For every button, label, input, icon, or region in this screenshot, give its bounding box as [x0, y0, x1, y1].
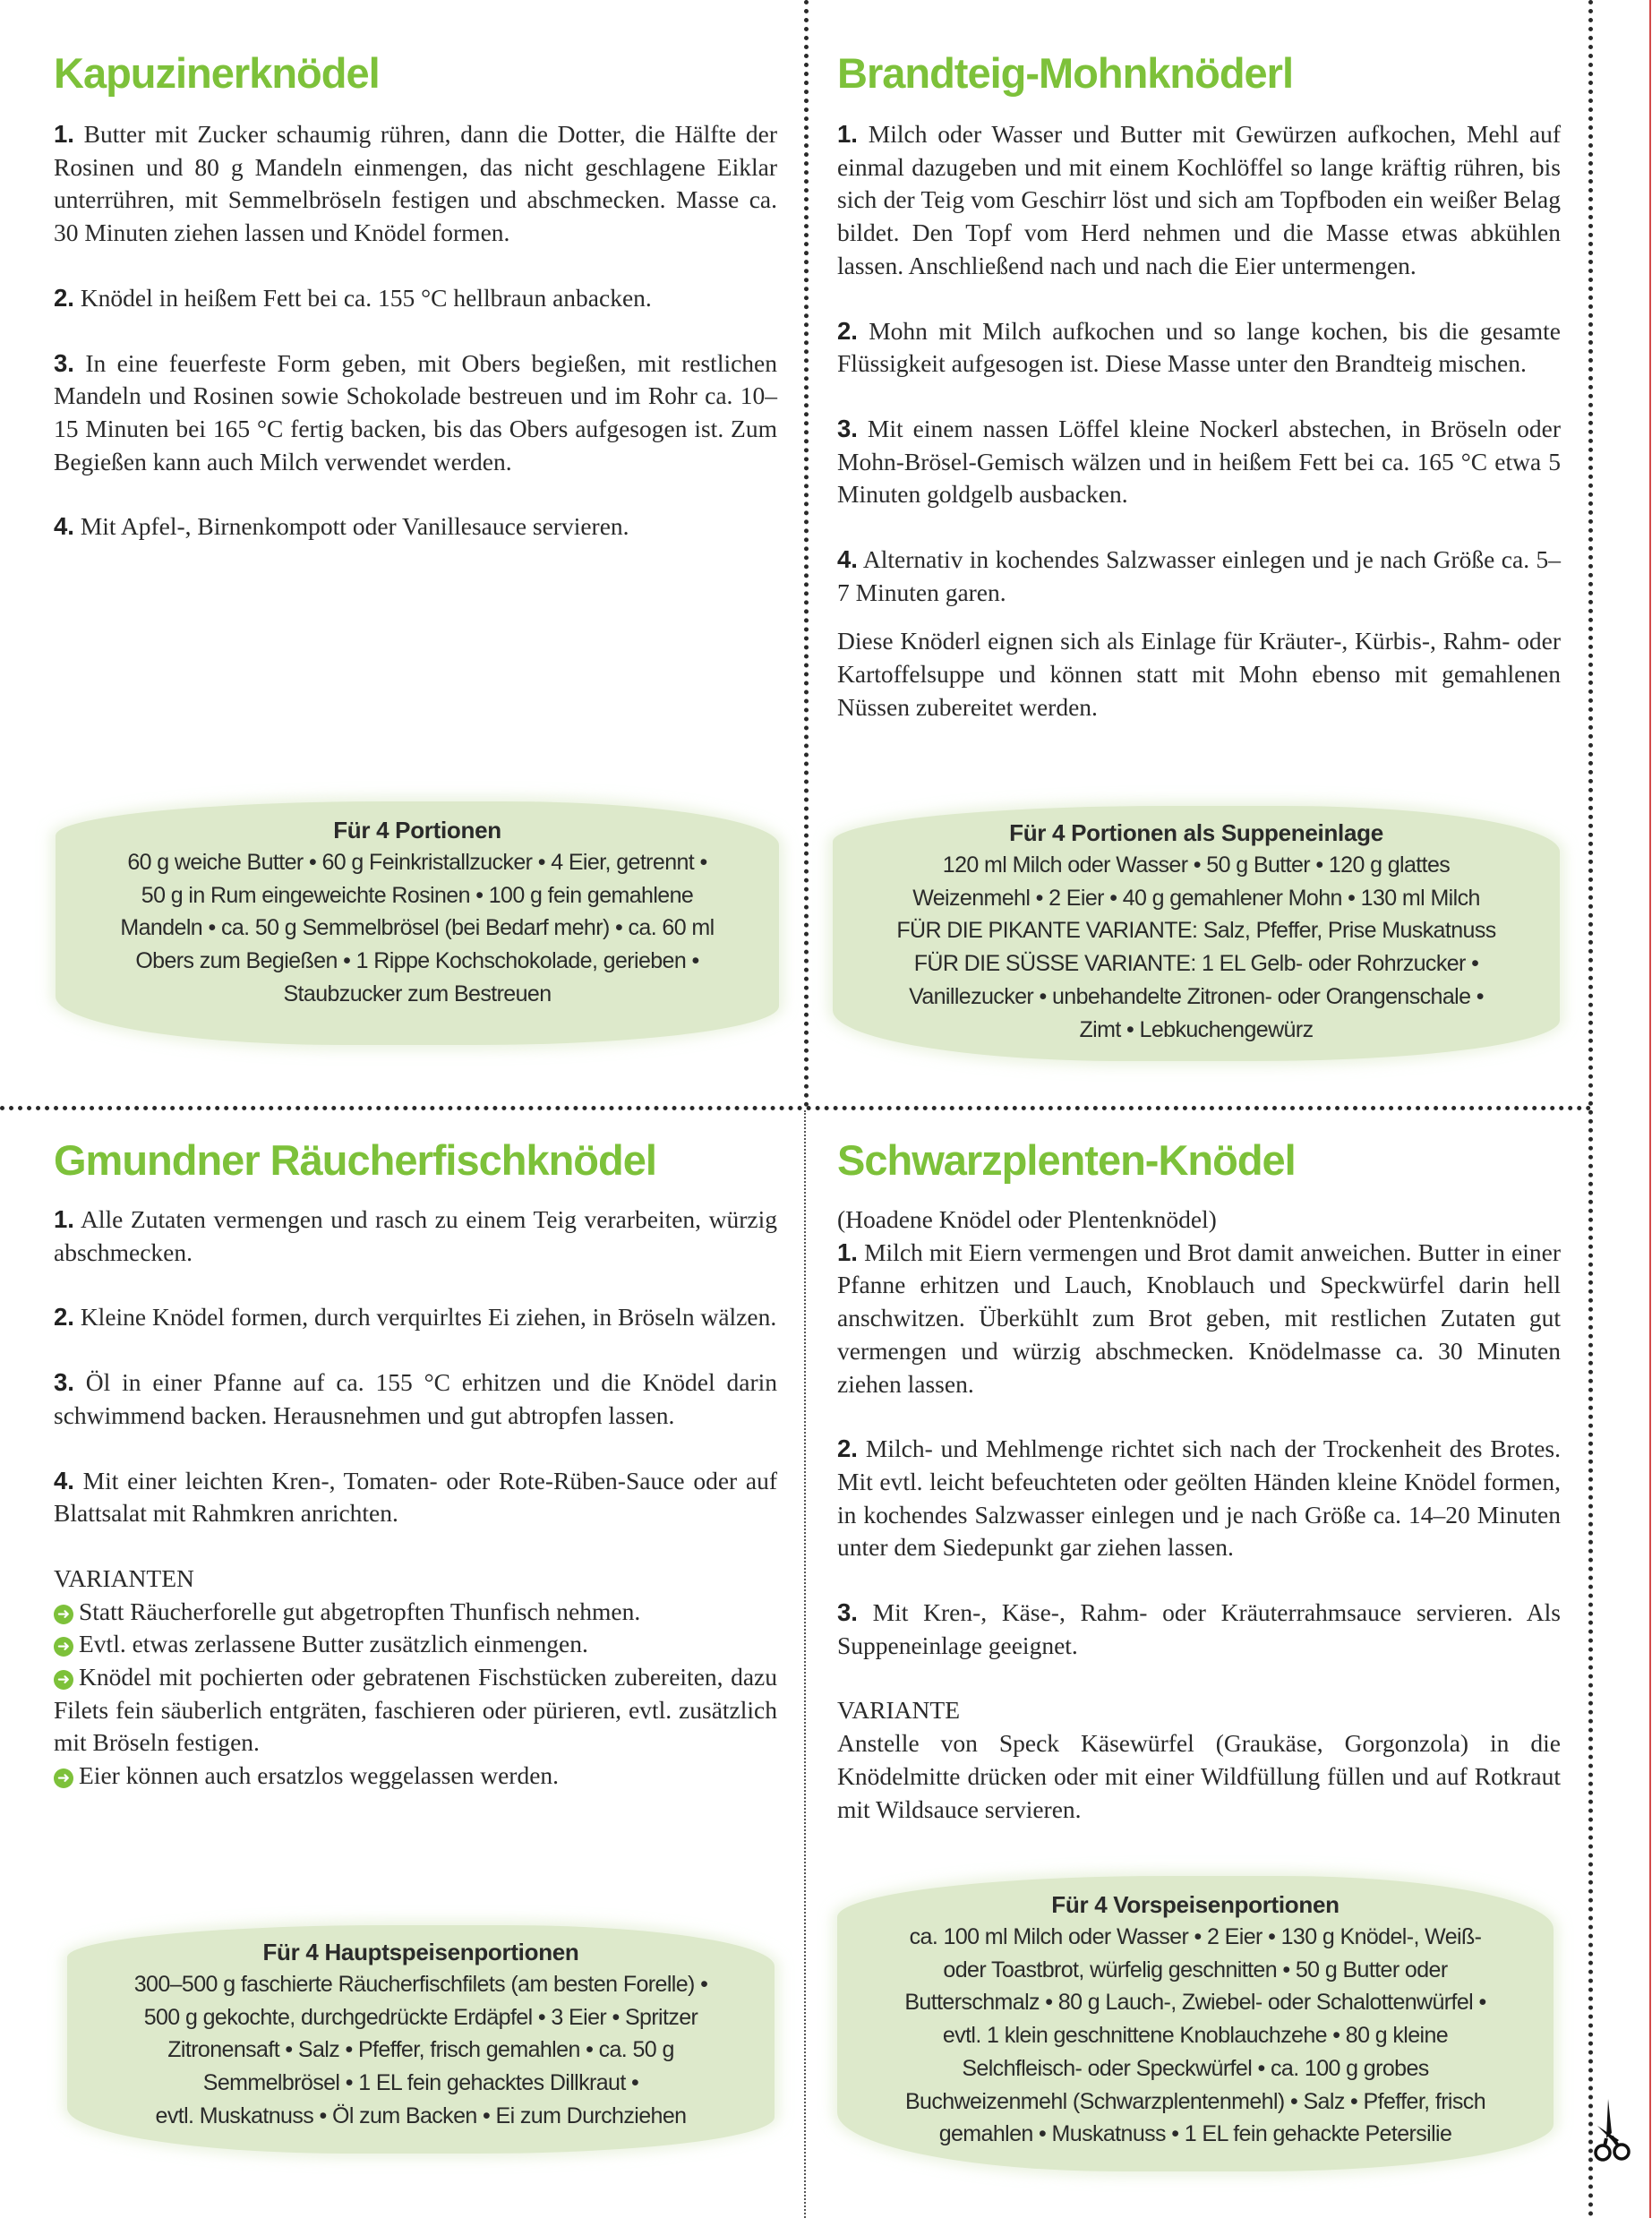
step [54, 1301, 777, 1334]
variant-text: Anstelle von Speck Käsewürfel (Graukäse, Gorgonzola) in die Knödelmitte drücken oder mit einer Wildfüllung füllen und auf Rotkraut mit Wildsauce servieren. [837, 1729, 1561, 1823]
step-text: Milch oder Wasser und Butter mit Gewürzen aufkochen, Mehl auf einmal dazugeben und mit einem Kochlöffel so lange kräftig rühren, bis sich der Teig vom Geschirr löst und sich am Topfboden ein weißer Belag bildet. Den Topf vom Herd nehmen und die Masse etwas abkühlen lassen. Anschließend nach und nach die Eier untermengen. [837, 120, 1562, 279]
step-text: Mohn mit Milch aufkochen und so lange kochen, bis die gesamte Flüssigkeit aufgesogen ist. Diese Masse unter den Brandteig mischen. [837, 316, 1562, 378]
ingredients-line: Vanillezucker • unbehandelte Zitronen- oder Orangenschale • [909, 983, 1484, 1009]
step-text: Butter mit Zucker schaumig rühren, dann die Dotter, die Hälfte der Rosinen und 80 g Mandeln einmengen, das nicht geschlagene Eiklar unterrühren, mit Semmelbröseln festigen und abschmecken. Masse ca. 30 Minuten ziehen lassen und Knödel formen. [54, 120, 778, 247]
step-number: 1. [54, 120, 74, 148]
arrow-right-circle-icon: ➜ [54, 1768, 73, 1788]
cut-line-vertical-center-bottom [804, 1110, 806, 2218]
arrow-right-circle-icon: ➜ [54, 1670, 73, 1690]
ingredients-box [833, 806, 1560, 1061]
recipe-note: Diese Knöderl eignen sich als Einlage für Kräuter-, Kürbis-, Rahm- oder Kartoffelsuppe und können statt mit Mohn ebenso mit gemahlenen Nüssen zubereitet werden. [837, 627, 1561, 721]
step-number: 2. [837, 316, 858, 345]
step [837, 544, 1561, 609]
step [54, 1366, 777, 1432]
recipe-steps [837, 1203, 1561, 1826]
step-text: Alle Zutaten vermengen und rasch zu einem Teig verarbeiten, würzig abschmecken. [54, 1205, 777, 1266]
recipe-steps [54, 1203, 777, 1793]
ingredients-line: Zimt • Lebkuchengewürz [1079, 1016, 1314, 1042]
recipe-title: Schwarzplenten-Knödel [837, 1136, 1296, 1184]
ingredients-line: Weizenmehl • 2 Eier • 40 g gemahlener Mohn • 130 ml Milch [912, 885, 1480, 911]
step-text: Kleine Knödel formen, durch verquirltes Ei ziehen, in Bröseln wälzen. [80, 1303, 777, 1332]
step-text: Mit Apfel-, Birnenkompott oder Vanillesauce servieren. [80, 512, 629, 541]
step-text: Öl in einer Pfanne auf ca. 155 °C erhitzen und die Knödel darin schwimmend backen. Herausnehmen und gut abtropfen lassen. [54, 1368, 778, 1429]
ingredients-line: FÜR DIE PIKANTE VARIANTE: Salz, Pfeffer, Prise Muskatnuss [896, 918, 1496, 944]
step-number: 1. [837, 1237, 858, 1266]
step [837, 118, 1561, 283]
scissors-icon [1592, 2095, 1631, 2167]
ingredients-line: FÜR DIE SÜSSE VARIANTE: 1 EL Gelb- oder Rohrzucker • [913, 951, 1479, 977]
cut-line-vertical-center [804, 0, 809, 1108]
step-text: Milch- und Mehlmenge richtet sich nach der Trockenheit des Brotes. Mit evtl. leicht befeuchteten oder geölten Händen kleine Knödel formen, in kochendes Salzwasser einlegen und je nach Größe ca. 14–20 Minuten unter dem Siedepunkt gar ziehen lassen. [837, 1434, 1562, 1562]
step [837, 315, 1561, 381]
step-text: Knödel in heißem Fett bei ca. 155 °C hellbraun anbacken. [80, 283, 652, 312]
ingredients-line: 60 g weiche Butter • 60 g Feinkristallzucker • 4 Eier, getrennt • [127, 850, 707, 875]
step-number: 1. [837, 120, 858, 148]
arrow-right-circle-icon: ➜ [54, 1605, 73, 1624]
step [54, 347, 777, 479]
variant-text: Knödel mit pochierten oder gebratenen Fischstücken zubereiten, dazu Filets fein säuberlich entgräten, faschieren oder pürieren, evtl. zusätzlich mit Bröseln festigen. [54, 1663, 777, 1757]
step-number: 2. [837, 1434, 858, 1463]
ingredients-line: Butterschmalz • 80 g Lauch-, Zwiebel- oder Schalottenwürfel • [904, 1990, 1486, 2016]
variant-text: Eier können auch ersatzlos weggelassen werden. [79, 1761, 560, 1790]
ingredients-heading: Für 4 Vorspeisenportionen [1051, 1891, 1340, 1918]
ingredients-line: evtl. Muskatnuss • Öl zum Backen • Ei zum Durchziehen [155, 2102, 687, 2128]
ingredients-line: oder Toastbrot, würfelig geschnitten • 50 g Butter oder [943, 1957, 1448, 1982]
step-text: In eine feuerfeste Form geben, mit Obers begießen, mit restlichen Mandeln und Rosinen sowie Schokolade bestreuen und im Rohr ca. 10–15 Minuten bei 165 °C fertig backen, bis das Obers aufgesogen ist. Zum Begießen kann auch Milch verwendet werden. [54, 348, 778, 475]
step-number: 1. [54, 1205, 74, 1233]
ingredients-line: Obers zum Begießen • 1 Rippe Kochschokolade, gerieben • [135, 948, 699, 974]
step-number: 3. [54, 1368, 74, 1397]
step [837, 1597, 1561, 1662]
ingredients-box [67, 1925, 775, 2154]
ingredients-line: Staubzucker zum Bestreuen [283, 981, 552, 1006]
recipe-title: Gmundner Räucherfischknödel [54, 1136, 656, 1184]
ingredients-line: Buchweizenmehl (Schwarzplentenmehl) • Salz • Pfeffer, frisch [904, 2088, 1485, 2114]
step-number: 3. [54, 348, 74, 377]
variant-item [54, 1596, 777, 1629]
variant-item [54, 1661, 777, 1760]
ingredients-line: 50 g in Rum eingeweichte Rosinen • 100 g fein gemahlene [141, 882, 694, 908]
step-text: Mit Kren-, Käse-, Rahm- oder Kräuterrahmsauce servieren. Als Suppeneinlage geeignet. [837, 1598, 1561, 1659]
step [54, 1203, 777, 1269]
ingredients-line: 120 ml Milch oder Wasser • 50 g Butter • 120 g glattes [942, 852, 1451, 878]
step-number: 2. [54, 1303, 74, 1332]
ingredients-line: Zitronensaft • Salz • Pfeffer, frisch gemahlen • ca. 50 g [167, 2037, 674, 2063]
step-number: 3. [837, 1598, 858, 1627]
ingredients-line: 500 g gekochte, durchgedrückte Erdäpfel • 3 Eier • Spritzer [143, 2004, 698, 2030]
ingredients-line: ca. 100 ml Milch oder Wasser • 2 Eier • 130 g Knödel-, Weiß- [909, 1924, 1482, 1949]
step [54, 118, 777, 250]
recipe-steps [837, 118, 1561, 724]
step-text: Mit einem nassen Löffel kleine Nockerl abstechen, in Bröseln oder Mohn-Brösel-Gemisch wälzen und in heißem Fett bei ca. 165 °C etwa 5 Minuten goldgelb ausbacken. [837, 414, 1562, 509]
variant-text: Statt Räucherforelle gut abgetropften Thunfisch nehmen. [79, 1597, 641, 1625]
step [837, 1237, 1561, 1401]
ingredients-box [837, 1876, 1554, 2171]
ingredients-line: Mandeln • ca. 50 g Semmelbrösel (bei Bedarf mehr) • ca. 60 ml [120, 915, 715, 941]
step-number: 4. [837, 545, 858, 574]
recipe-title: Brandteig-Mohnknöderl [837, 49, 1294, 97]
ingredients-line: Selchfleisch- oder Speckwürfel • ca. 100 g grobes [962, 2055, 1429, 2081]
ingredients-line: 300–500 g faschierte Räucherfischfilets (am besten Forelle) • [133, 1972, 708, 1997]
recipe-subtitle: (Hoadene Knödel oder Plentenknödel) [837, 1205, 1217, 1233]
ingredients-box [56, 801, 779, 1045]
step [837, 413, 1561, 511]
arrow-right-circle-icon: ➜ [54, 1637, 73, 1657]
ingredients-line: gemahlen • Muskatnuss • 1 EL fein gehackte Petersilie [938, 2121, 1452, 2147]
step [54, 510, 777, 544]
step-text: Alternativ in kochendes Salzwasser einlegen und je nach Größe ca. 5–7 Minuten garen. [837, 545, 1562, 606]
step [54, 282, 777, 315]
step-number: 4. [54, 512, 74, 541]
ingredients-heading: Für 4 Portionen [333, 817, 501, 844]
step [837, 1433, 1561, 1564]
page-edge [1649, 0, 1651, 2218]
recipe-title: Kapuzinerknödel [54, 49, 380, 97]
variant-item [54, 1760, 777, 1793]
step-text: Mit einer leichten Kren-, Tomaten- oder Rote-Rüben-Sauce oder auf Blattsalat mit Rahmkren anrichten. [54, 1466, 777, 1528]
variant-item [54, 1628, 777, 1661]
step-number: 3. [837, 414, 858, 442]
ingredients-heading: Für 4 Portionen als Suppeneinlage [1009, 819, 1383, 846]
step-number: 2. [54, 283, 74, 312]
ingredients-line: evtl. 1 klein geschnittene Knoblauchzehe • 80 g kleine [942, 2023, 1449, 2049]
step [54, 1465, 777, 1530]
step-number: 4. [54, 1466, 74, 1494]
recipe-steps [54, 118, 777, 544]
step-text: Milch mit Eiern vermengen und Brot damit anweichen. Butter in einer Pfanne erhitzen und Lauch, Knoblauch und Speckwürfel darin hell anschwitzen. Überkühlt zum Brot geben, mit restlichen Zutaten gut vermengen und würzig abschmecken. Knödelmasse ca. 30 Minuten ziehen lassen. [837, 1237, 1561, 1398]
ingredients-line: Semmelbrösel • 1 EL fein gehacktes Dillkraut • [202, 2070, 639, 2096]
cut-line-horizontal [0, 1106, 1592, 1110]
ingredients-heading: Für 4 Hauptspeisenportionen [262, 1939, 579, 1965]
variant-heading: VARIANTE [837, 1696, 960, 1725]
variants-heading: VARIANTEN [54, 1563, 194, 1592]
variant-text: Evtl. etwas zerlassene Butter zusätzlich einmengen. [79, 1630, 588, 1658]
